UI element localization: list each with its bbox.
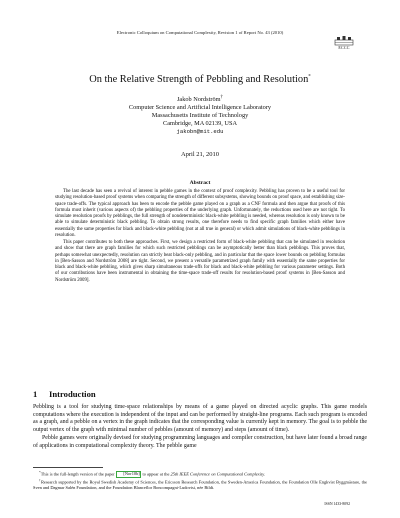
affiliation-lab: Computer Science and Artificial Intelligence Laboratory — [128, 104, 272, 112]
paper-title — [40, 74, 360, 85]
issn-number: ISSN 1433-8092 — [324, 502, 350, 506]
paper-date: April 21, 2010 — [180, 151, 220, 158]
section-heading — [33, 389, 333, 399]
author-address: Cambridge, MA 02139, USA — [163, 120, 237, 128]
author-footnote-mark: † — [220, 95, 224, 100]
footnote-1-before: This is the full-length version of the paper — [40, 471, 115, 477]
footnotes — [33, 470, 367, 491]
footnote-2-text: Research supported by the Royal Swedish Academy of Sciences, the Ericsson Research Foundation, the Sweden-America Foundation, the Foundation Olle Engkvist Byggmästare, the Sven and Dagmar Salén Foundation, and the Foundation Blanceflor Boncompagni-Ludovisi, née Bildt. — [33, 479, 367, 491]
footnote-2 — [33, 478, 367, 491]
section-number: 1 — [33, 389, 38, 399]
title-footnote-mark: * — [308, 74, 311, 80]
author-email: jakobn@mit.edu — [176, 128, 224, 136]
abstract-body — [55, 189, 345, 284]
logo-text: ECCC — [338, 45, 350, 50]
footnote-1 — [33, 470, 367, 478]
title-text: On the Relative Strength of Pebbling and Resolution — [89, 74, 309, 85]
author-name: Jakob Nordström — [176, 96, 221, 104]
affiliation-institute: Massachusetts Institute of Technology — [151, 112, 249, 120]
body-paragraph-2: Pebble games were originally devised for studying programming languages and compiler construction, but have later found a broad range of applications in computational complexity theory. The pebble game — [33, 434, 367, 449]
abstract-paragraph-1: The last decade has seen a revival of interest in pebble games in the context of proof complexity. Pebbling has proven to be a useful tool for studying resolution-based proof systems when comparing the strength of different subsystems, showing bounds on proof space, and establishing size-space trade-offs. The typical approach has been to encode the pebble game played on a graph as a CNF formula and then argue that proofs of this formula must inherit (various aspects of) the pebbling properties of the underlying graph. Unfortunately, the reductions used here are not tight. To simulate resolution proofs by pebblings, the full strength of nondeterministic black-white pebbling is needed, whereas resolution is only known to be able to simulate deterministic black pebbling. To obtain strong results, one therefore needs to find specific graph families which either have essentially the same properties for black and black-white pebbling (not at all true in general) or which admit simulations of black-white pebblings in resolution. — [55, 189, 345, 238]
body-paragraph-1: Pebbling is a tool for studying time-space relationships by means of a game played on directed acyclic graphs. This game models computations where the execution is independent of the input and can be performed by straight-line programs. Each such program is encoded as a graph, and a pebble on a vertex in the graph indicates that the corresponding value is currently kept in memory. The goal is to pebble the output vertex of the graph with minimal number of pebbles (amount of memory) and steps (amount of time). — [33, 404, 367, 434]
body-text — [33, 404, 367, 450]
author-name-line — [60, 94, 340, 104]
footnote-1-venue: 25th IEEE Conference on Computational Complexity. — [170, 471, 265, 477]
abstract-paragraph-2: This paper contributes to both these approaches. First, we design a restricted form of black-white pebbling that can be simulated in resolution and show that there are graph families for which such restricted pebblings can be asymptotically better than black pebblings. This proves that, perhaps somewhat unexpectedly, resolution can strictly beat black-only pebbling, and in particular that the space lower bounds on pebbling formulas in [Ben-Sasson and Nordström 2008] are tight. Second, we present a versatile parametrized graph family with essentially the same properties for black and black-white pebbling, which gives sharp simultaneous trade-offs for black and black-white pebbling for various parameter settings. Both of our contributions have been instrumental in obtaining the time-space trade-off results for resolution-based proof systems in [Ben-Sasson and Nordström 2009]. — [55, 240, 345, 283]
abstract-heading: Abstract — [189, 180, 211, 186]
footnote-rule — [33, 467, 103, 468]
footnote-1-after: to appear at the — [142, 471, 170, 477]
footnote-2-mark: † — [39, 478, 41, 483]
footnote-1-mark: * — [39, 470, 41, 474]
running-head: Electronic Colloquium on Computational Complexity, Revision 1 of Report No. 43 (2010) — [116, 30, 284, 35]
section-title: Introduction — [49, 389, 96, 399]
author-block — [60, 94, 340, 137]
citation-link[interactable]: [Nor10b] — [116, 471, 142, 478]
